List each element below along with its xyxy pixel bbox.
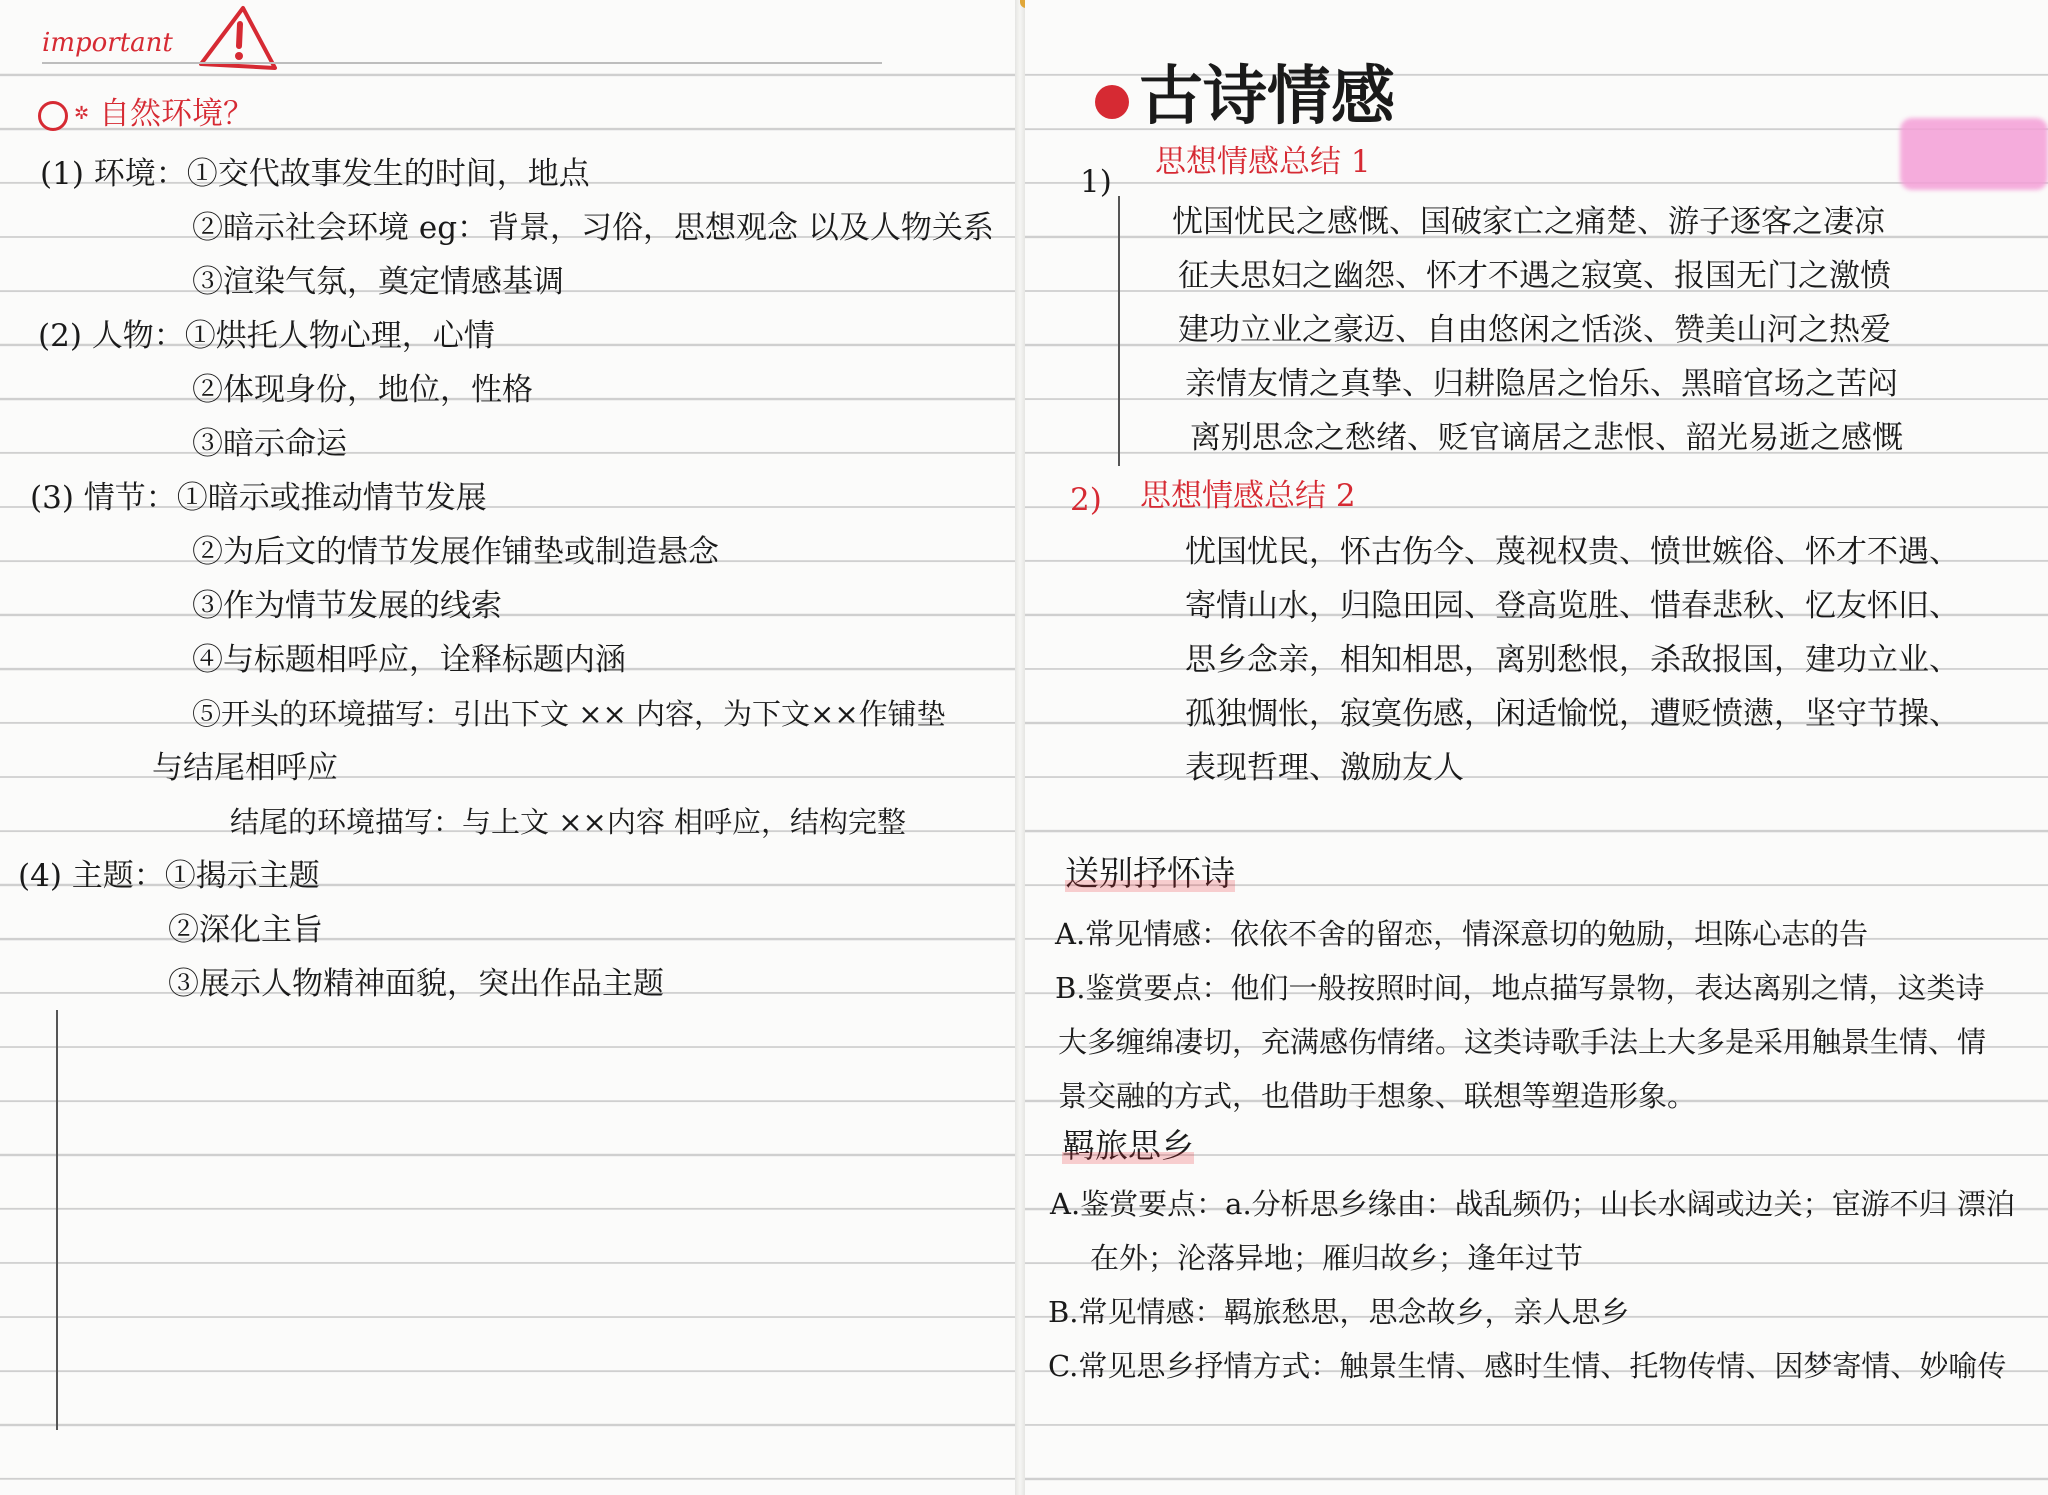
circle-one-icon	[38, 101, 68, 131]
farewell-line-4: 景交融的方式，也借助于想象、联想等塑造形象。	[1058, 1079, 1697, 1113]
farewell-highlight	[1065, 880, 1235, 892]
margin-line	[56, 1010, 58, 1430]
left-line-16: ③展示人物精神面貌，突出作品主题	[168, 966, 664, 1002]
section1-title: 思想情感总结 1	[1155, 144, 1371, 180]
left-line-13: 结尾的环境描写：与上文 ××内容 相呼应，结构完整	[230, 805, 907, 839]
left-line-15: ②深化主旨	[168, 912, 323, 948]
travel-title	[1062, 1124, 1194, 1168]
left-line-14: (4) 主题：①揭示主题	[18, 858, 320, 894]
poetry-emotion-title	[1095, 45, 1395, 137]
s2-line-3: 思乡念亲，相知相思，离别愁恨，杀敌报国，建功立业、	[1185, 642, 1960, 678]
left-line-2: ②暗示社会环境 eg：背景，习俗，思想观念 以及人物关系	[192, 210, 994, 246]
travel-line-3: B.常见情感：羁旅愁思，思念故乡，亲人思乡	[1048, 1295, 1630, 1329]
s2-line-4: 孤独惆怅，寂寞伤感，闲适愉悦，遭贬愤懑，坚守节操、	[1185, 696, 1960, 732]
s1-line-5: 离别思念之愁绪、贬官谪居之悲恨、韶光易逝之感慨	[1190, 420, 1903, 456]
farewell-title-text: 送别抒怀诗	[1065, 854, 1235, 894]
important-label: important	[42, 28, 173, 58]
farewell-title	[1065, 852, 1235, 896]
section1-bracket	[1118, 196, 1120, 466]
left-heading-text: 自然环境？	[98, 96, 254, 132]
s1-line-4: 亲情友情之真挚、归耕隐居之怡乐、黑暗官场之苦闷	[1185, 366, 1898, 402]
s2-line-2: 寄情山水，归隐田园、登高览胜、惜春悲秋、忆友怀旧、	[1185, 588, 1960, 624]
travel-title-text: 羁旅思乡	[1062, 1126, 1194, 1165]
title-text: 古诗情感	[1139, 59, 1395, 134]
left-heading: ✲ 自然环境？	[38, 92, 254, 136]
s2-line-5: 表现哲理、激励友人	[1185, 750, 1464, 786]
left-line-1: (1) 环境：①交代故事发生的时间，地点	[40, 156, 590, 192]
s1-line-2: 征夫思妇之幽怨、怀才不遇之寂寞、报国无门之激愤	[1178, 258, 1891, 294]
page-gutter	[1015, 0, 1025, 1495]
section2-number: 2)	[1070, 482, 1102, 518]
s1-line-1: 忧国忧民之感慨、国破家亡之痛楚、游子逐客之凄凉	[1172, 204, 1885, 240]
bullet-dot-icon	[1095, 85, 1129, 119]
travel-line-1: A.鉴赏要点：a.分析思乡缘由：战乱频仍；山长水阔或边关；宦游不归 漂泊	[1050, 1187, 2015, 1221]
left-line-10: ④与标题相呼应，诠释标题内涵	[192, 642, 626, 678]
travel-line-2: 在外；沦落异地；雁归故乡；逢年过节	[1090, 1241, 1584, 1275]
left-line-5: ②体现身份，地位，性格	[192, 372, 533, 408]
left-line-4: (2) 人物：①烘托人物心理，心情	[38, 318, 495, 354]
travel-highlight	[1062, 1152, 1194, 1164]
s1-line-3: 建功立业之豪迈、自由悠闲之恬淡、赞美山河之热爱	[1178, 312, 1891, 348]
left-line-11: ⑤开头的环境描写：引出下文 ×× 内容，为下文××作铺垫	[192, 697, 946, 731]
left-line-12: 与结尾相呼应	[152, 750, 338, 786]
section1-number: 1)	[1080, 164, 1112, 200]
pink-highlight-smudge	[1900, 118, 2048, 190]
farewell-line-2: B.鉴赏要点：他们一般按照时间，地点描写景物，表达离别之情，这类诗	[1055, 971, 1985, 1005]
farewell-line-1: A.常见情感：依依不舍的留恋，情深意切的勉励，坦陈心志的告	[1055, 917, 1869, 951]
farewell-line-3: 大多缠绵凄切，充满感伤情绪。这类诗歌手法上大多是采用触景生情、情	[1058, 1025, 1987, 1059]
left-line-9: ③作为情节发展的线索	[192, 588, 502, 624]
s2-line-1: 忧国忧民，怀古伤今、蔑视权贵、愤世嫉俗、怀才不遇、	[1185, 534, 1960, 570]
left-line-7: (3) 情节：①暗示或推动情节发展	[30, 480, 487, 516]
travel-line-4: C.常见思乡抒情方式：触景生情、感时生情、托物传情、因梦寄情、妙喻传	[1048, 1349, 2007, 1383]
section2-title: 思想情感总结 2	[1140, 478, 1356, 514]
left-line-3: ③渲染气氛，奠定情感基调	[192, 264, 564, 300]
left-line-8: ②为后文的情节发展作铺垫或制造悬念	[192, 534, 719, 570]
heading-rule	[42, 62, 882, 64]
left-line-6: ③暗示命运	[192, 426, 347, 462]
